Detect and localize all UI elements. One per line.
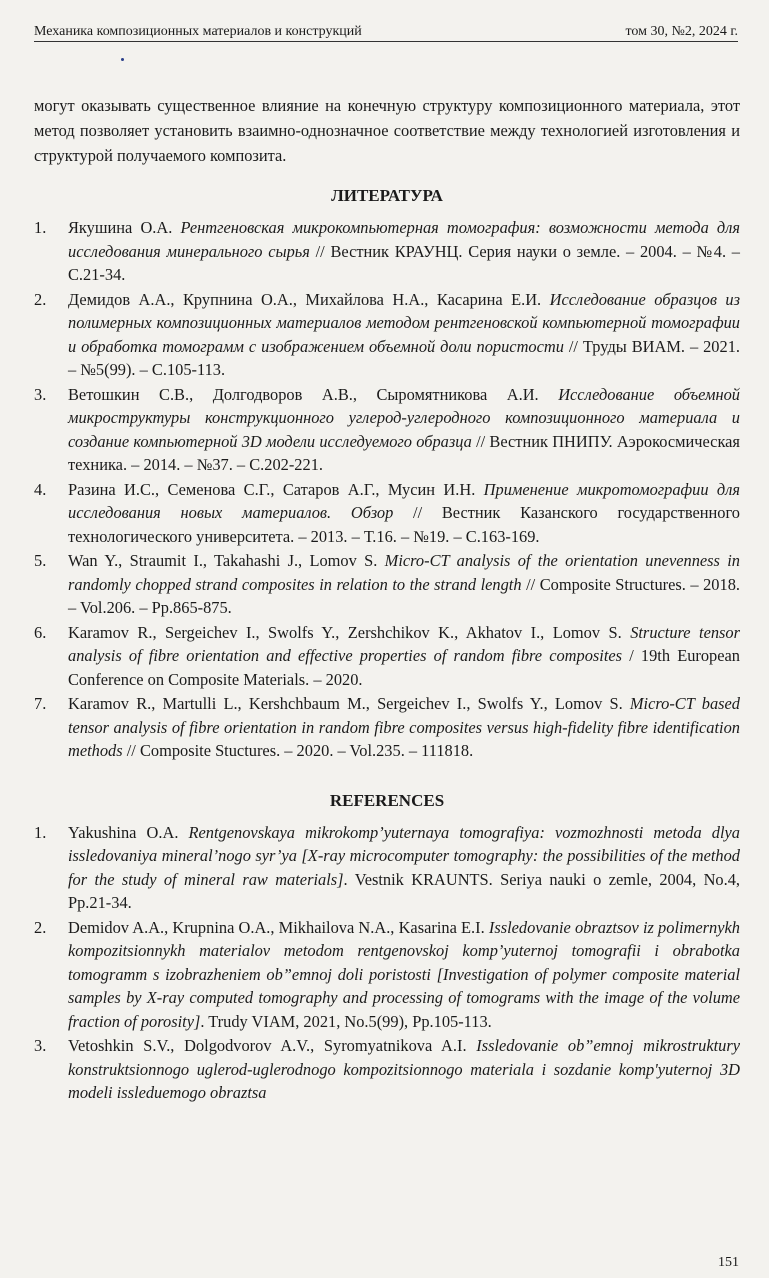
reference-item: 6. Karamov R., Sergeichev I., Swolfs Y., Zershchikov K., Akhatov I., Lomov S. Structure tensor analysis of fibre orientation and effective properties of random fibre composites / 19th European Conference on Composite Materials. – 2020. [34, 622, 741, 689]
reference-item: 5. Wan Y., Straumit I., Takahashi J., Lomov S. Micro-CT analysis of the orientation unevenness in randomly chopped strand composites in relation to the strand length // Composite Structures. – 2018. – Vol.206. – Pp.865-875. [34, 551, 740, 617]
references-list [34, 821, 740, 1105]
issue-info: том 30, №2, 2024 г. [625, 24, 738, 39]
references-heading: REFERENCES [329, 790, 445, 810]
page-number: 151 [718, 1255, 739, 1270]
ink-dot [121, 58, 124, 61]
main-content [34, 93, 740, 1106]
reference-item: 1. Якушина О.А. Рентгеновская микрокомпьютерная томография: возможности метода для исследования минерального сырья // Вестник КРАУНЦ. Серия науки о земле. – 2004. – №4. – С.21-34. [34, 218, 740, 284]
reference-item: 3. Vetoshkin S.V., Dolgodvorov A.V., Syromyatnikova A.I. Issledovanie ob”emnoj mikrostruktury konstruktsionnogo uglerod-uglerodnogo kompozitsionnogo materiala i sozdanie komp'yuternoj 3D modeli issleduemogo obraztsa [34, 1036, 740, 1102]
reference-item: 1. Yakushina O.A. Rentgenovskaya mikrokomp’yuternaya tomografiya: vozmozhnosti metoda dlya issledovaniya mineral’nogo syr’ya [X-ray microcomputer tomography: the possibilities of the method for the study of mineral raw materials]. Vestnik KRAUNTS. Seriya nauki o zemle, 2004, No.4, Pp.21-34. [34, 822, 740, 912]
journal-title: Механика композиционных материалов и конструкций [34, 24, 362, 39]
literature-list [34, 216, 740, 763]
reference-item: 7. Karamov R., Martulli L., Kershchbaum M., Sergeichev I., Swolfs Y., Lomov S. Micro-CT based tensor analysis of fibre orientation in random fibre composites versus high-fidelity fibre identification methods // Composite Stuctures. – 2020. – Vol.235. – 111818. [34, 694, 740, 760]
reference-item: 3. Ветошкин С.В., Долгодворов А.В., Сыромятникова А.И. Исследование объемной микроструктуры конструкционного углерод-углеродного композиционного материала и создание компьютерной 3D модели исследуемого образца // Вестник ПНИПУ. Аэрокосмическая техника. – 2014. – №37. – С.202-221. [34, 384, 740, 474]
reference-item: 2. Демидов А.А., Крупнина О.А., Михайлова Н.А., Касарина Е.И. Исследование образцов из полимерных композиционных материалов методом рентгеновской компьютерной томографии и обработка томограмм с изображением объемной доли пористости // Труды ВИАМ. – 2021. – №5(99). – С.105-113. [34, 289, 740, 379]
reference-item: 2. Demidov A.A., Krupnina O.A., Mikhailova N.A., Kasarina E.I. Issledovanie obraztsov iz polimernykh kompozitsionnykh materialov metodom rentgenovskoj komp’yuternoj tomografii i obrabotka tomogramm s izobrazheniem ob”emnoj doli poristosti [Investigation of polymer composite material samples by X-ray computed tomography and processing of tomograms with the image of the volume fraction of porosity]. Trudy VIAM, 2021, No.5(99), Pp.105-113. [34, 917, 740, 1031]
running-header [34, 24, 738, 42]
literature-heading: ЛИТЕРАТУРА [331, 186, 443, 205]
intro-paragraph: могут оказывать существенное влияние на конечную структуру композиционного материала, этот метод позволяет установить взаимно-однозначное соответствие между технологией изготовления и структурой получаемого композита. [34, 96, 740, 165]
reference-item: 4. Разина И.С., Семенова С.Г., Сатаров А.Г., Мусин И.Н. Применение микротомографии для исследования новых материалов. Обзор // Вестник Казанского государственного технологического университета. – 2013. – Т.16. – №19. – С.163-169. [34, 479, 740, 546]
